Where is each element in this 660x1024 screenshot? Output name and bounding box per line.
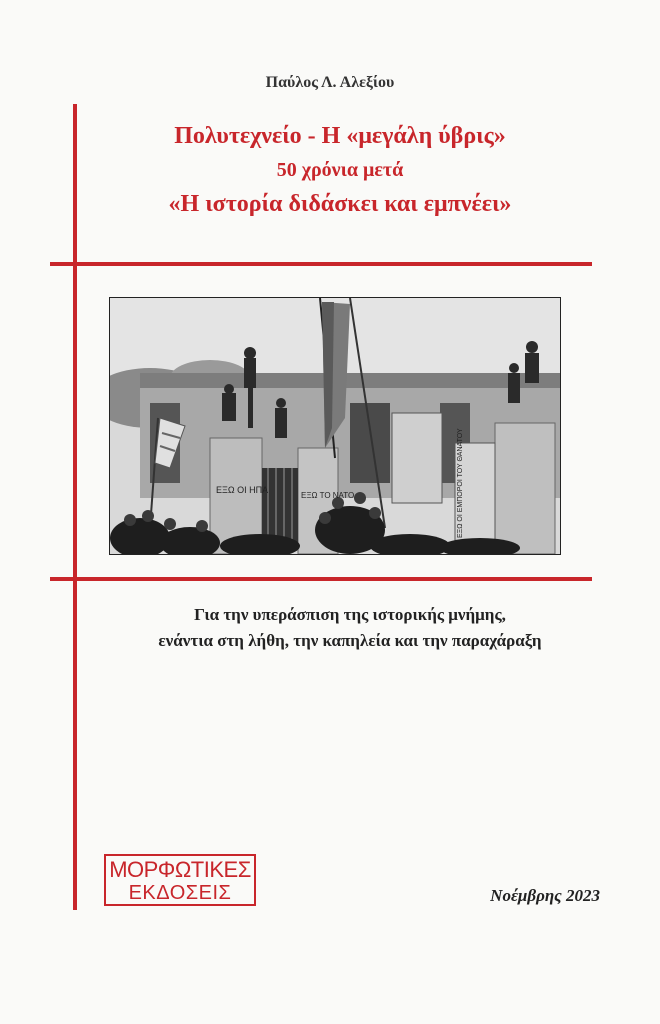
publisher-line-2: ΕΚΔΟΣΕΙΣ (128, 882, 232, 904)
title-block (90, 118, 590, 222)
author-name: Παύλος Λ. Αλεξίου (265, 74, 395, 91)
protest-sign-left: ΕΞΩ ΟΙ ΗΠΑ (216, 485, 269, 495)
subtitle-line-1: Για την υπεράσπιση της ιστορικής μνήμης, (194, 605, 506, 624)
title-line-2: 50 χρόνια μετά (276, 159, 404, 181)
publication-date: Νοέμβρης 2023 (490, 886, 600, 905)
publisher-line-1: ΜΟΡΦΩΤΙΚΕΣ (109, 857, 251, 882)
subtitle-block (90, 602, 610, 654)
subtitle-line-2: ενάντια στη λήθη, την καπηλεία και την παραχάραξη (158, 631, 542, 650)
protest-photo-illustration (110, 298, 560, 554)
title-line-3: «Η ιστορία διδάσκει και εμπνέει» (168, 191, 512, 217)
title-line-1: Πολυτεχνείο - Η «μεγάλη ύβρις» (174, 123, 506, 149)
publisher-logo (104, 854, 256, 906)
protest-sign-middle: ΕΞΩ ΤΟ ΝΑΤΟ (301, 491, 355, 500)
red-horizontal-rule-middle (50, 577, 592, 581)
protest-sign-right: ΕΞΩ ΟΙ ΕΜΠΟΡΟΙ ΤΟΥ ΘΑΝΑΤΟΥ (457, 428, 464, 538)
red-horizontal-rule-top (50, 262, 592, 266)
cover-photo (109, 297, 561, 555)
red-vertical-rule (73, 104, 77, 910)
